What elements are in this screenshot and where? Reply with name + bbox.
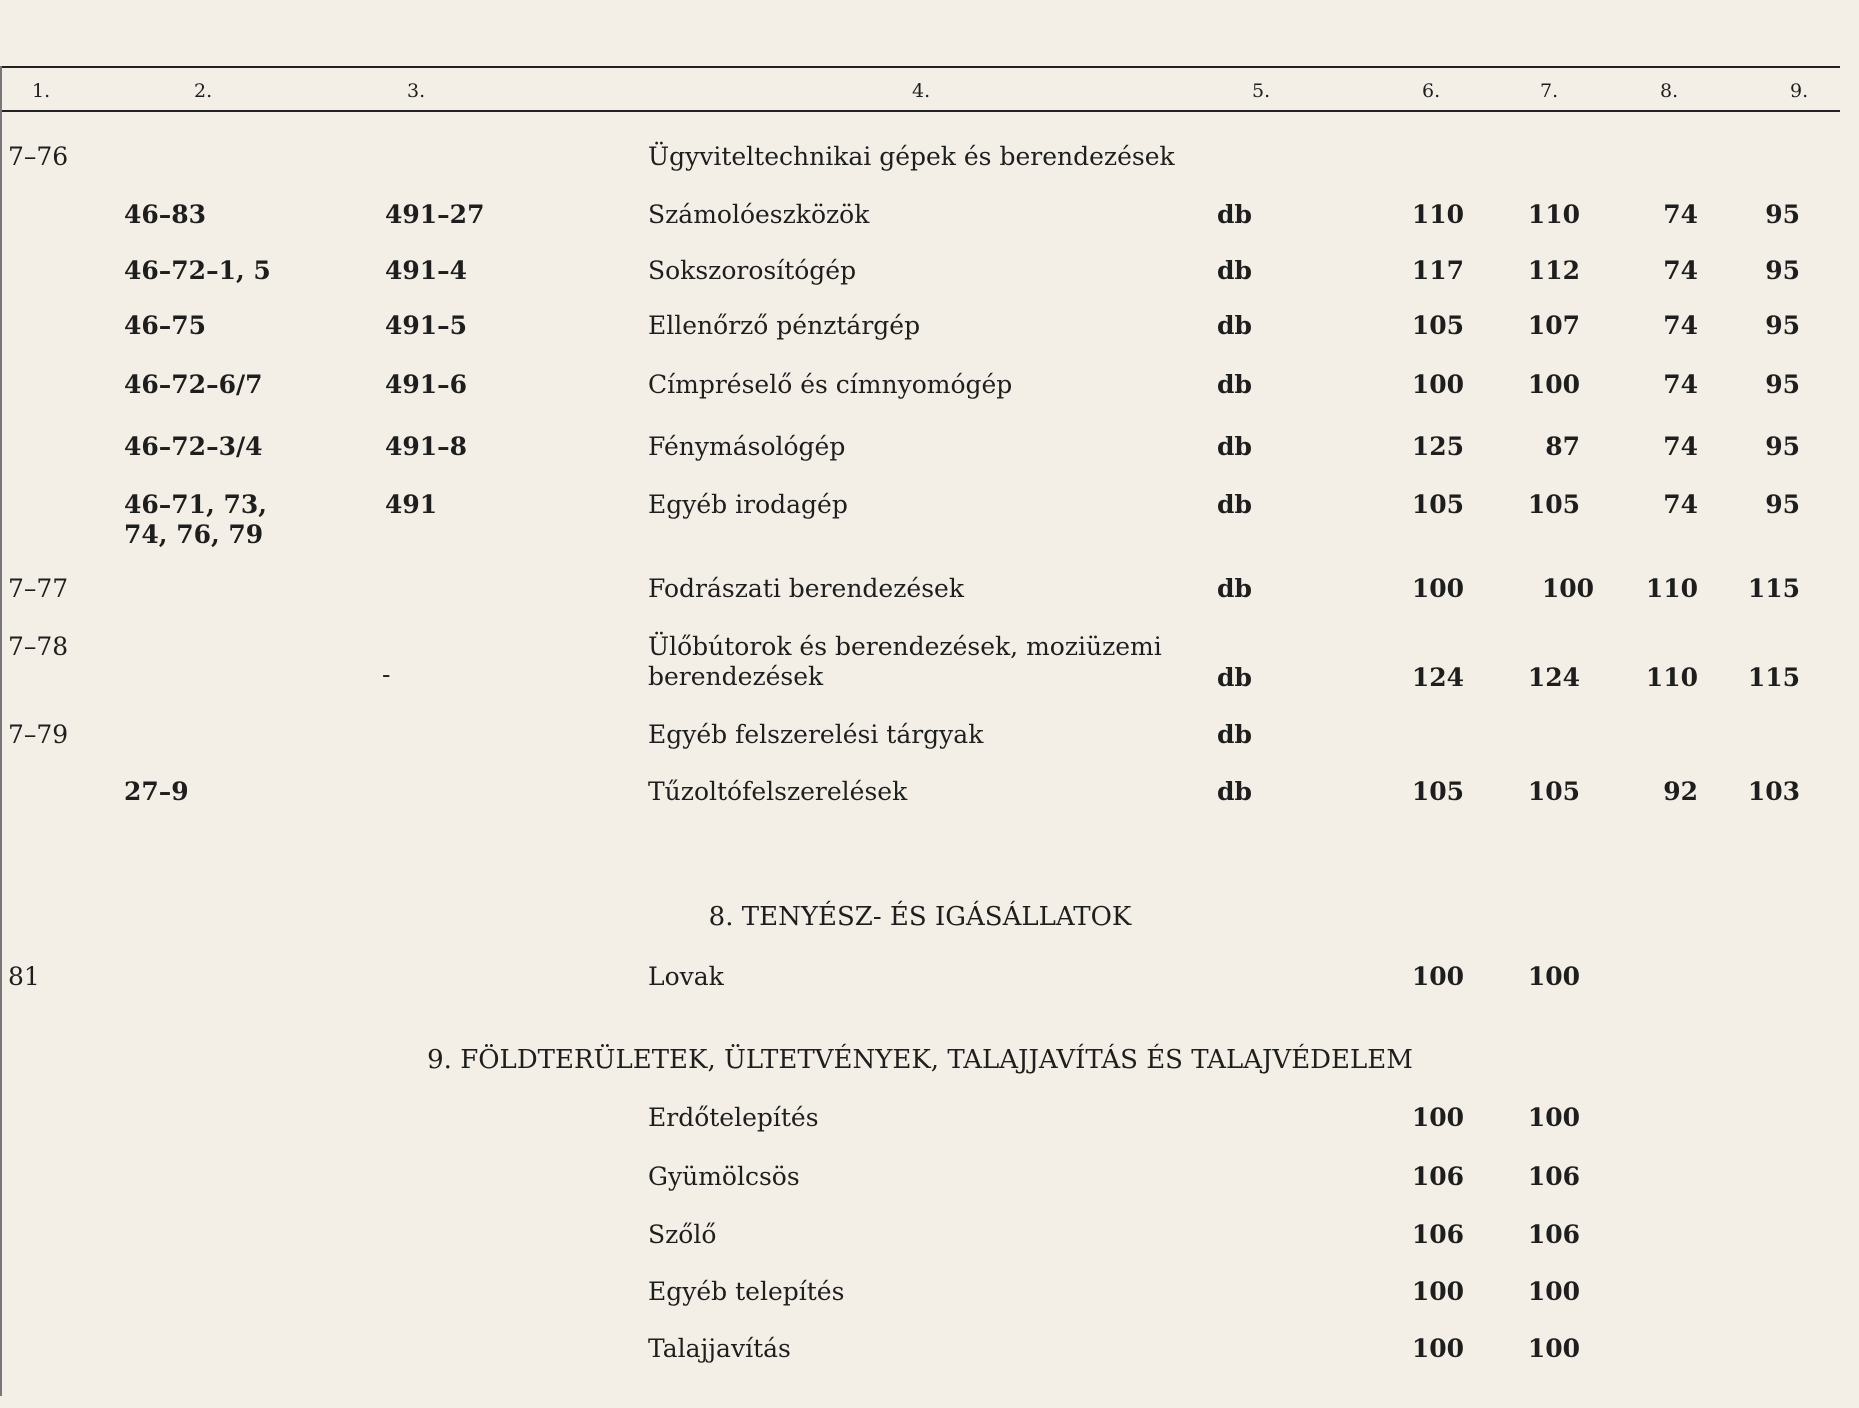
row-col-2: 46–75 [124,311,207,340]
row-col-7: 124 [1527,663,1580,692]
row-col-3: 491–4 [385,256,468,285]
row-col-2: 27–9 [124,777,189,806]
row-unit: db [1217,490,1252,519]
row-description: Címpréselő és címnyomógép [648,370,1013,399]
row-unit: db [1217,432,1252,461]
header-col-9: 9. [1790,80,1809,102]
row-unit: db [1217,777,1252,806]
row-col-9: 95 [1765,370,1800,399]
row-col-7: 112 [1527,256,1580,285]
row-code: 7–78 [8,632,69,661]
row-col-7: 110 [1527,200,1580,229]
row-col-9: 103 [1747,777,1800,806]
row-col-3: 491–6 [385,370,468,399]
row-col-6: 100 [1411,370,1464,399]
row-description: Egyéb irodagép [648,490,848,519]
row-col-6: 100 [1411,1277,1464,1306]
row-col-3: 491 [385,490,438,519]
row-unit: db [1217,256,1252,285]
header-col-5: 5. [1252,80,1271,102]
row-description: Gyümölcsös [648,1162,800,1191]
row-col-7: 106 [1527,1220,1580,1249]
header-col-8: 8. [1660,80,1679,102]
row-col-7: 100 [1541,574,1594,603]
row-col-7: 100 [1527,1277,1580,1306]
row-col-6: 100 [1411,1334,1464,1363]
row-code: 81 [8,962,40,991]
row-col-7: 100 [1527,962,1580,991]
row-unit: db [1217,574,1252,603]
row-description: Tűzoltófelszerelések [648,777,908,806]
row-description: Ügyviteltechnikai gépek és berendezések [648,142,1175,171]
row-description: Fénymásológép [648,432,846,461]
header-col-6: 6. [1422,80,1441,102]
row-col-6: 125 [1411,432,1464,461]
row-col-6: 110 [1411,200,1464,229]
row-unit: db [1217,370,1252,399]
row-col-8: 74 [1663,256,1698,285]
row-description: Szőlő [648,1220,717,1249]
row-description: Egyéb felszerelési tárgyak [648,720,984,749]
left-margin-line [0,66,2,1396]
header-col-7: 7. [1540,80,1559,102]
row-col-6: 100 [1411,574,1464,603]
row-col-8: 74 [1663,490,1698,519]
row-col-9: 95 [1765,256,1800,285]
row-col-8: 92 [1663,777,1698,806]
row-col-7: 106 [1527,1162,1580,1191]
row-unit: db [1217,311,1252,340]
header-col-4: 4. [912,80,931,102]
row-col-2: 46–83 [124,200,207,229]
row-unit: db [1217,200,1252,229]
row-col-7: 105 [1527,777,1580,806]
row-description: Fodrászati berendezések [648,574,964,603]
row-code: 7–79 [8,720,69,749]
table-top-rule [0,66,1840,68]
row-col-6: 100 [1411,1103,1464,1132]
row-col-9: 115 [1747,663,1800,692]
row-col-6: 105 [1411,490,1464,519]
row-col-6: 105 [1411,311,1464,340]
row-col-3: - [382,660,391,689]
row-description: Egyéb telepítés [648,1277,845,1306]
row-col-6: 106 [1411,1220,1464,1249]
row-col-9: 95 [1765,432,1800,461]
row-description: Ellenőrző pénztárgép [648,311,921,340]
row-col-6: 106 [1411,1162,1464,1191]
row-col-8: 74 [1663,370,1698,399]
row-col-8: 110 [1645,663,1698,692]
section-8-title: 8. TENYÉSZ- ÉS IGÁSÁLLATOK [708,902,1132,932]
header-col-2: 2. [194,80,213,102]
row-col-9: 95 [1765,311,1800,340]
row-col-2: 46–72–1, 5 [124,256,271,285]
row-col-6: 117 [1411,256,1464,285]
row-col-9: 95 [1765,200,1800,229]
row-col-7: 105 [1527,490,1580,519]
row-col-7: 87 [1545,432,1580,461]
row-col-2: 46–72–3/4 [124,432,263,461]
row-description: Talajjavítás [648,1334,791,1363]
row-col-8: 74 [1663,311,1698,340]
row-description: Lovak [648,962,724,991]
row-col-7: 100 [1527,370,1580,399]
row-description: Sokszorosítógép [648,256,857,285]
header-col-1: 1. [32,80,51,102]
row-code: 7–77 [8,574,69,603]
row-col-6: 124 [1411,663,1464,692]
row-col-9: 95 [1765,490,1800,519]
row-unit: db [1217,663,1252,692]
row-col-3: 491–8 [385,432,468,461]
row-description: Számolóeszközök [648,200,870,229]
row-col-3: 491–5 [385,311,468,340]
row-col-9: 115 [1747,574,1800,603]
row-col-7: 100 [1527,1334,1580,1363]
row-col-8: 74 [1663,200,1698,229]
row-col-8: 110 [1645,574,1698,603]
row-code: 7–76 [8,142,69,171]
section-9-title: 9. FÖLDTERÜLETEK, ÜLTETVÉNYEK, TALAJJAVÍTÁS ÉS TALAJVÉDELEM [427,1045,1413,1075]
row-col-6: 100 [1411,962,1464,991]
row-description: Erdőtelepítés [648,1103,819,1132]
row-col-3: 491–27 [385,200,485,229]
row-col-7: 100 [1527,1103,1580,1132]
header-col-3: 3. [407,80,426,102]
header-bottom-rule [0,110,1840,112]
row-col-7: 107 [1527,311,1580,340]
row-col-2: 46–72–6/7 [124,370,263,399]
row-col-8: 74 [1663,432,1698,461]
row-unit: db [1217,720,1252,749]
row-col-2: 46–71, 73, 74, 76, 79 [124,490,267,549]
row-description: Ülőbútorok és berendezések, moziüzemi berendezések [648,632,1162,691]
row-col-6: 105 [1411,777,1464,806]
